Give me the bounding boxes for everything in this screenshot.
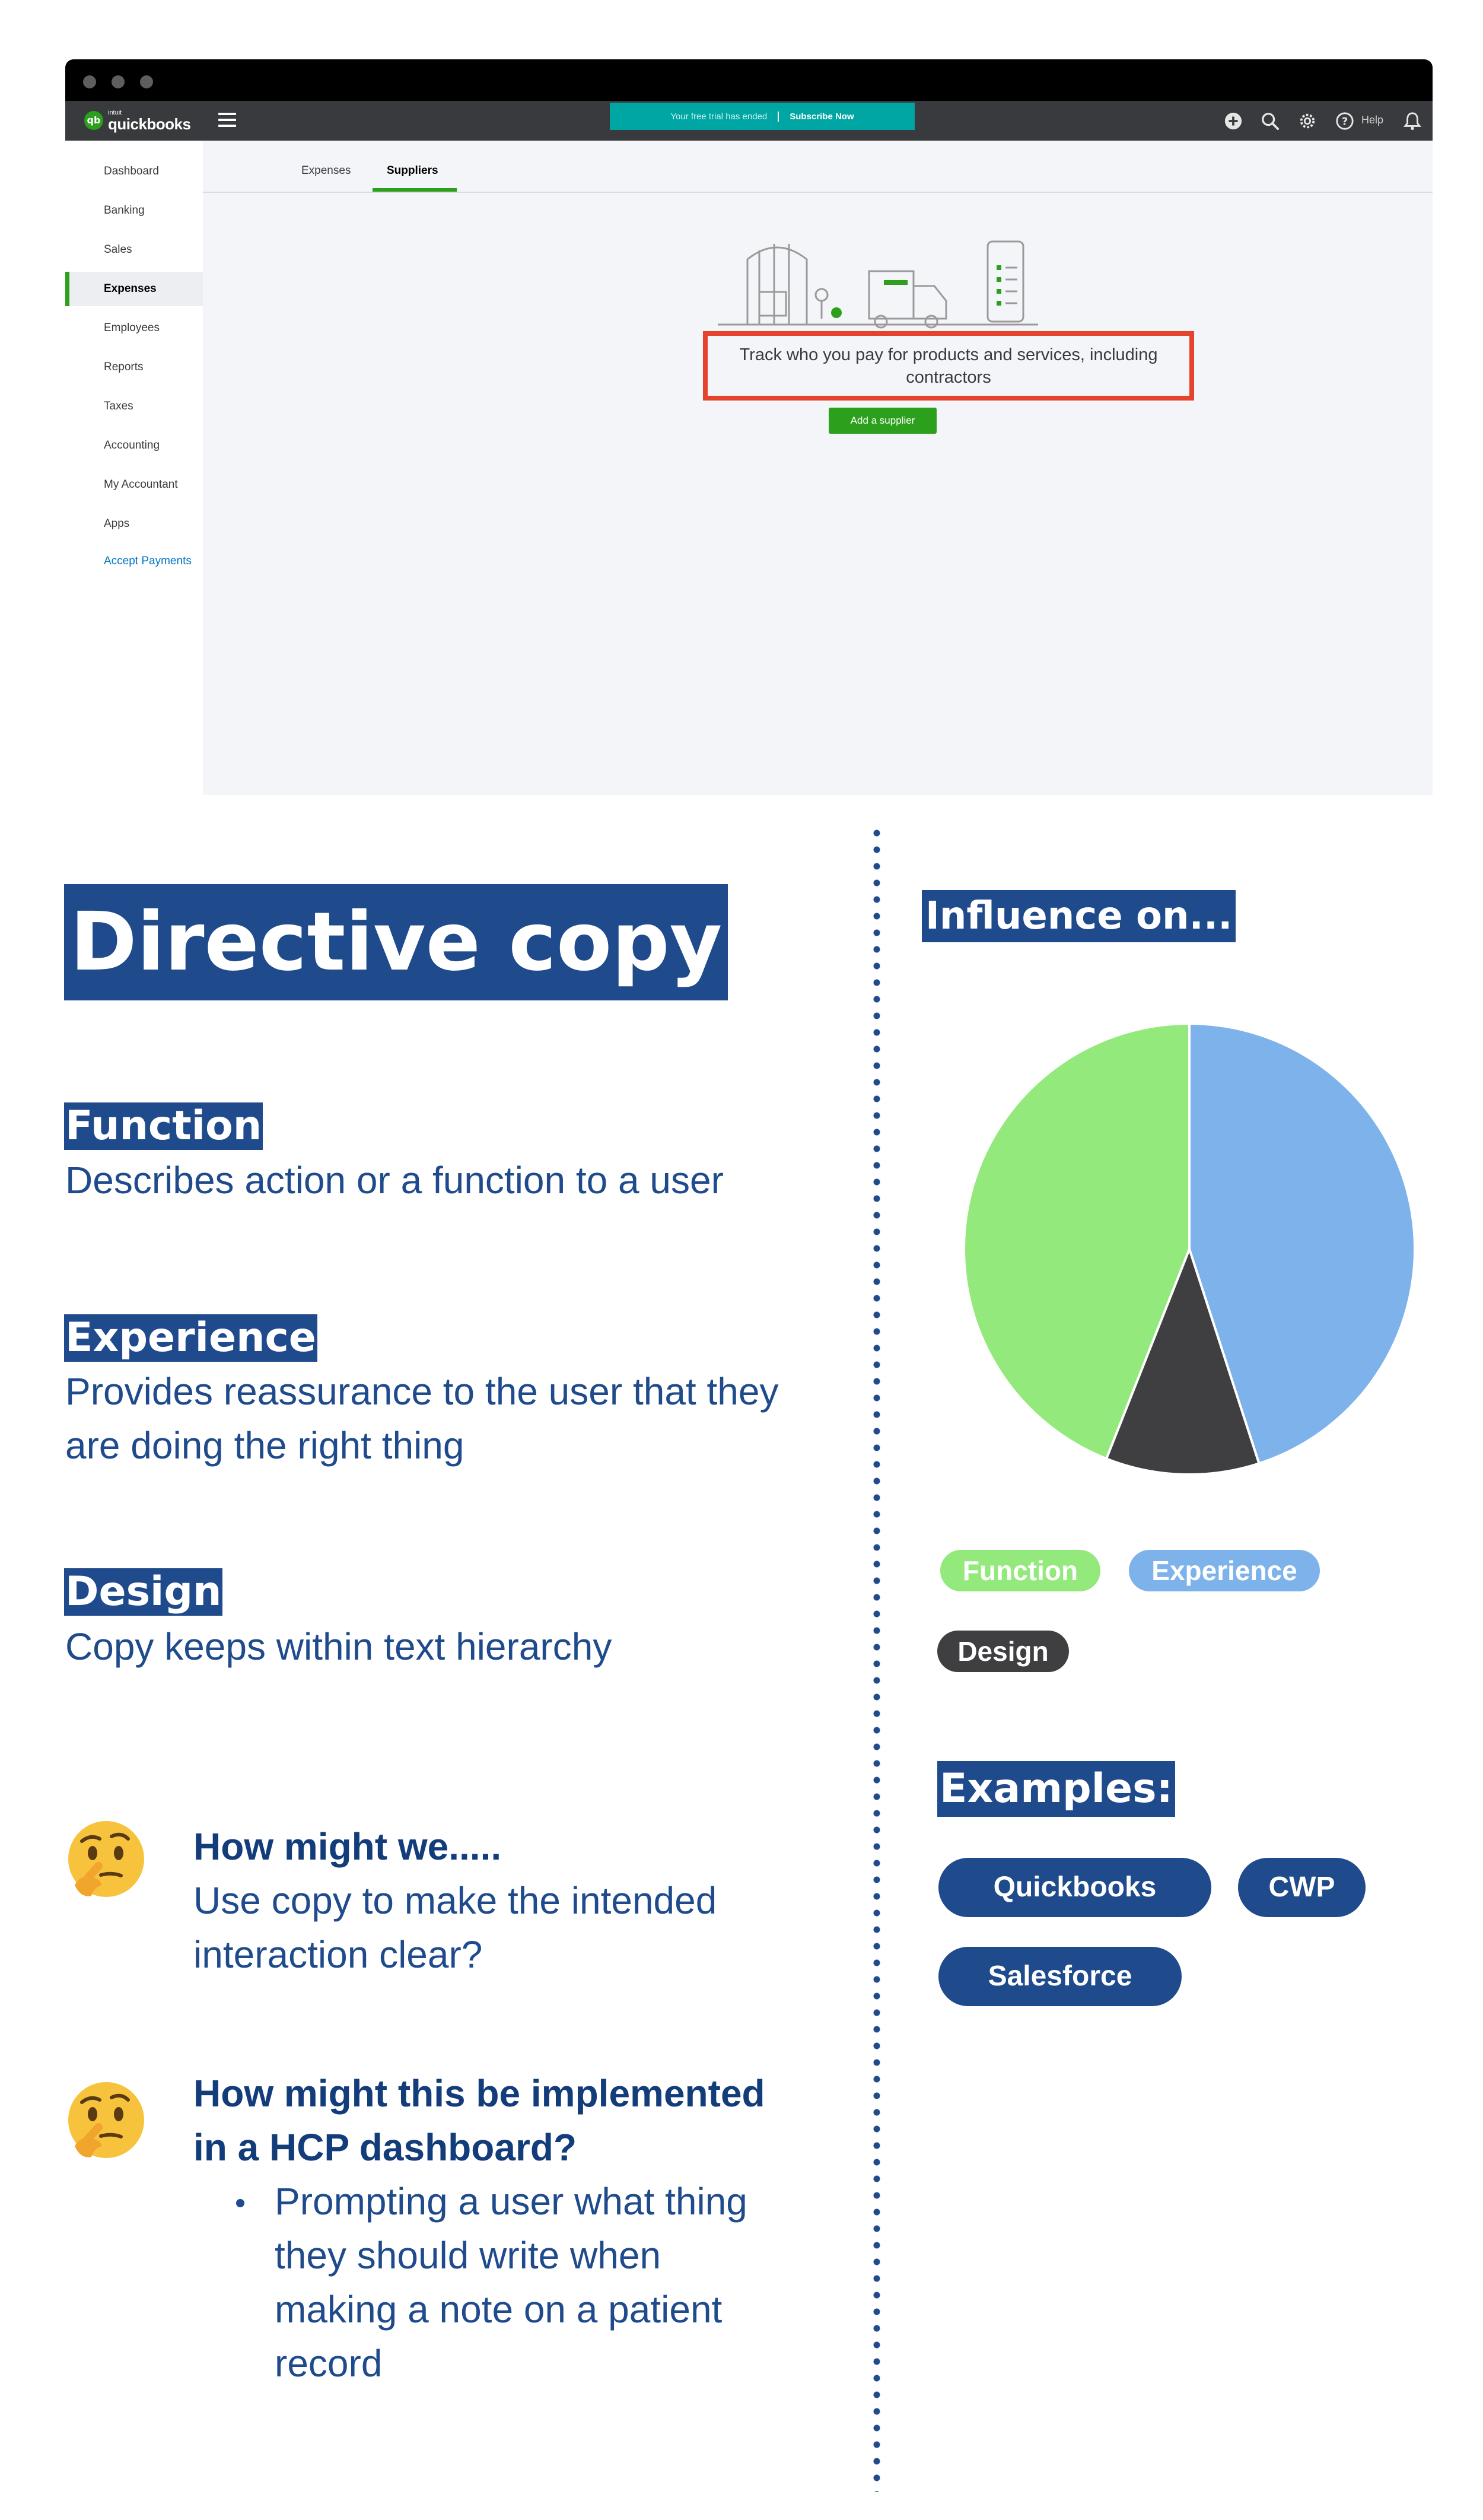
- sidebar-item-taxes[interactable]: Taxes: [104, 400, 133, 412]
- function-description: Describes action or a function to a user: [65, 1159, 724, 1202]
- tab-expenses[interactable]: Expenses: [301, 164, 351, 177]
- sidebar-item-employees[interactable]: Employees: [104, 322, 160, 334]
- experience-label: Experience: [65, 1314, 316, 1361]
- window-maximize-dot[interactable]: [140, 75, 153, 88]
- sidebar-item-banking[interactable]: Banking: [104, 204, 145, 217]
- example-cwp-pill[interactable]: CWP: [1238, 1858, 1366, 1917]
- search-icon[interactable]: [1260, 112, 1280, 131]
- active-tab-underline: [373, 188, 457, 192]
- sidebar-item-expenses[interactable]: Expenses: [65, 272, 203, 306]
- slide-title: Directive copy: [64, 884, 728, 1000]
- question-1-body-line-2: interaction clear?: [193, 1933, 483, 1976]
- influence-title: Influence on...: [922, 890, 1236, 942]
- dotted-column-divider: [873, 825, 880, 2492]
- quickbooks-main-content: [203, 141, 1433, 795]
- question-2-bullet-line-2: they should write when: [275, 2234, 661, 2277]
- add-supplier-button[interactable]: Add a supplier: [829, 408, 937, 434]
- quickbooks-logo-icon: qb: [84, 111, 103, 130]
- question-2-heading-line-2: in a HCP dashboard?: [193, 2126, 577, 2169]
- supplier-illustration-icon: [718, 236, 1038, 329]
- question-1-body-line-1: Use copy to make the intended: [193, 1879, 717, 1922]
- empty-state-text: Track who you pay for products and services, including contractors: [739, 345, 1158, 387]
- example-quickbooks-pill[interactable]: Quickbooks: [938, 1858, 1211, 1917]
- design-label: Design: [65, 1568, 222, 1615]
- trial-ended-text: Your free trial has ended: [670, 112, 779, 122]
- legend-function: Function: [940, 1550, 1100, 1591]
- bullet-point: [236, 2199, 244, 2207]
- influence-pie-chart: [961, 1021, 1418, 1477]
- experience-description-line-2: are doing the right thing: [65, 1424, 464, 1467]
- window-minimize-dot[interactable]: [112, 75, 125, 88]
- browser-window: [65, 59, 1433, 795]
- quickbooks-logo-text[interactable]: quickbooks: [108, 115, 191, 133]
- gear-icon[interactable]: [1297, 112, 1317, 131]
- example-salesforce-pill[interactable]: Salesforce: [938, 1947, 1182, 2006]
- bell-icon[interactable]: [1403, 112, 1422, 131]
- expenses-tab-bar: [203, 141, 1433, 193]
- question-1-heading: How might we.....: [193, 1825, 502, 1868]
- legend-experience: Experience: [1129, 1550, 1320, 1591]
- sidebar-item-reports[interactable]: Reports: [104, 361, 144, 373]
- hamburger-menu-icon[interactable]: [218, 113, 236, 128]
- window-close-dot[interactable]: [83, 75, 96, 88]
- plus-circle-icon[interactable]: [1223, 112, 1243, 131]
- sidebar-item-my-accountant[interactable]: My Accountant: [104, 478, 178, 491]
- help-icon[interactable]: [1335, 112, 1355, 131]
- sidebar-item-sales[interactable]: Sales: [104, 243, 132, 256]
- help-label[interactable]: Help: [1361, 114, 1384, 126]
- sidebar-item-accounting[interactable]: Accounting: [104, 439, 160, 452]
- question-2-bullet-line-4: record: [275, 2342, 383, 2385]
- intuit-label: intuit: [108, 109, 122, 116]
- highlighted-empty-state-message: [703, 331, 1194, 401]
- thinking-face-emoji-icon: [64, 2080, 148, 2164]
- subscribe-now-link[interactable]: Subscribe Now: [790, 111, 854, 122]
- svg-text:?: ?: [1341, 115, 1348, 128]
- quickbooks-top-bar: [65, 101, 1433, 141]
- question-2-bullet-line-3: making a note on a patient: [275, 2288, 723, 2331]
- sidebar-item-accept-payments[interactable]: Accept Payments: [104, 555, 192, 567]
- question-2-heading-line-1: How might this be implemented: [193, 2072, 765, 2115]
- quickbooks-sidebar: [65, 141, 203, 795]
- sidebar-item-dashboard[interactable]: Dashboard: [104, 165, 159, 177]
- sidebar-item-apps[interactable]: Apps: [104, 517, 130, 530]
- legend-design: Design: [937, 1631, 1069, 1672]
- examples-title: Examples:: [937, 1761, 1175, 1817]
- experience-description-line-1: Provides reassurance to the user that they: [65, 1370, 779, 1413]
- design-description: Copy keeps within text hierarchy: [65, 1625, 612, 1668]
- tab-suppliers[interactable]: Suppliers: [387, 164, 438, 177]
- question-2-bullet-line-1: Prompting a user what thing: [275, 2180, 747, 2223]
- function-label: Function: [65, 1102, 262, 1149]
- thinking-face-emoji-icon: [64, 1819, 148, 1903]
- trial-banner: [610, 103, 915, 130]
